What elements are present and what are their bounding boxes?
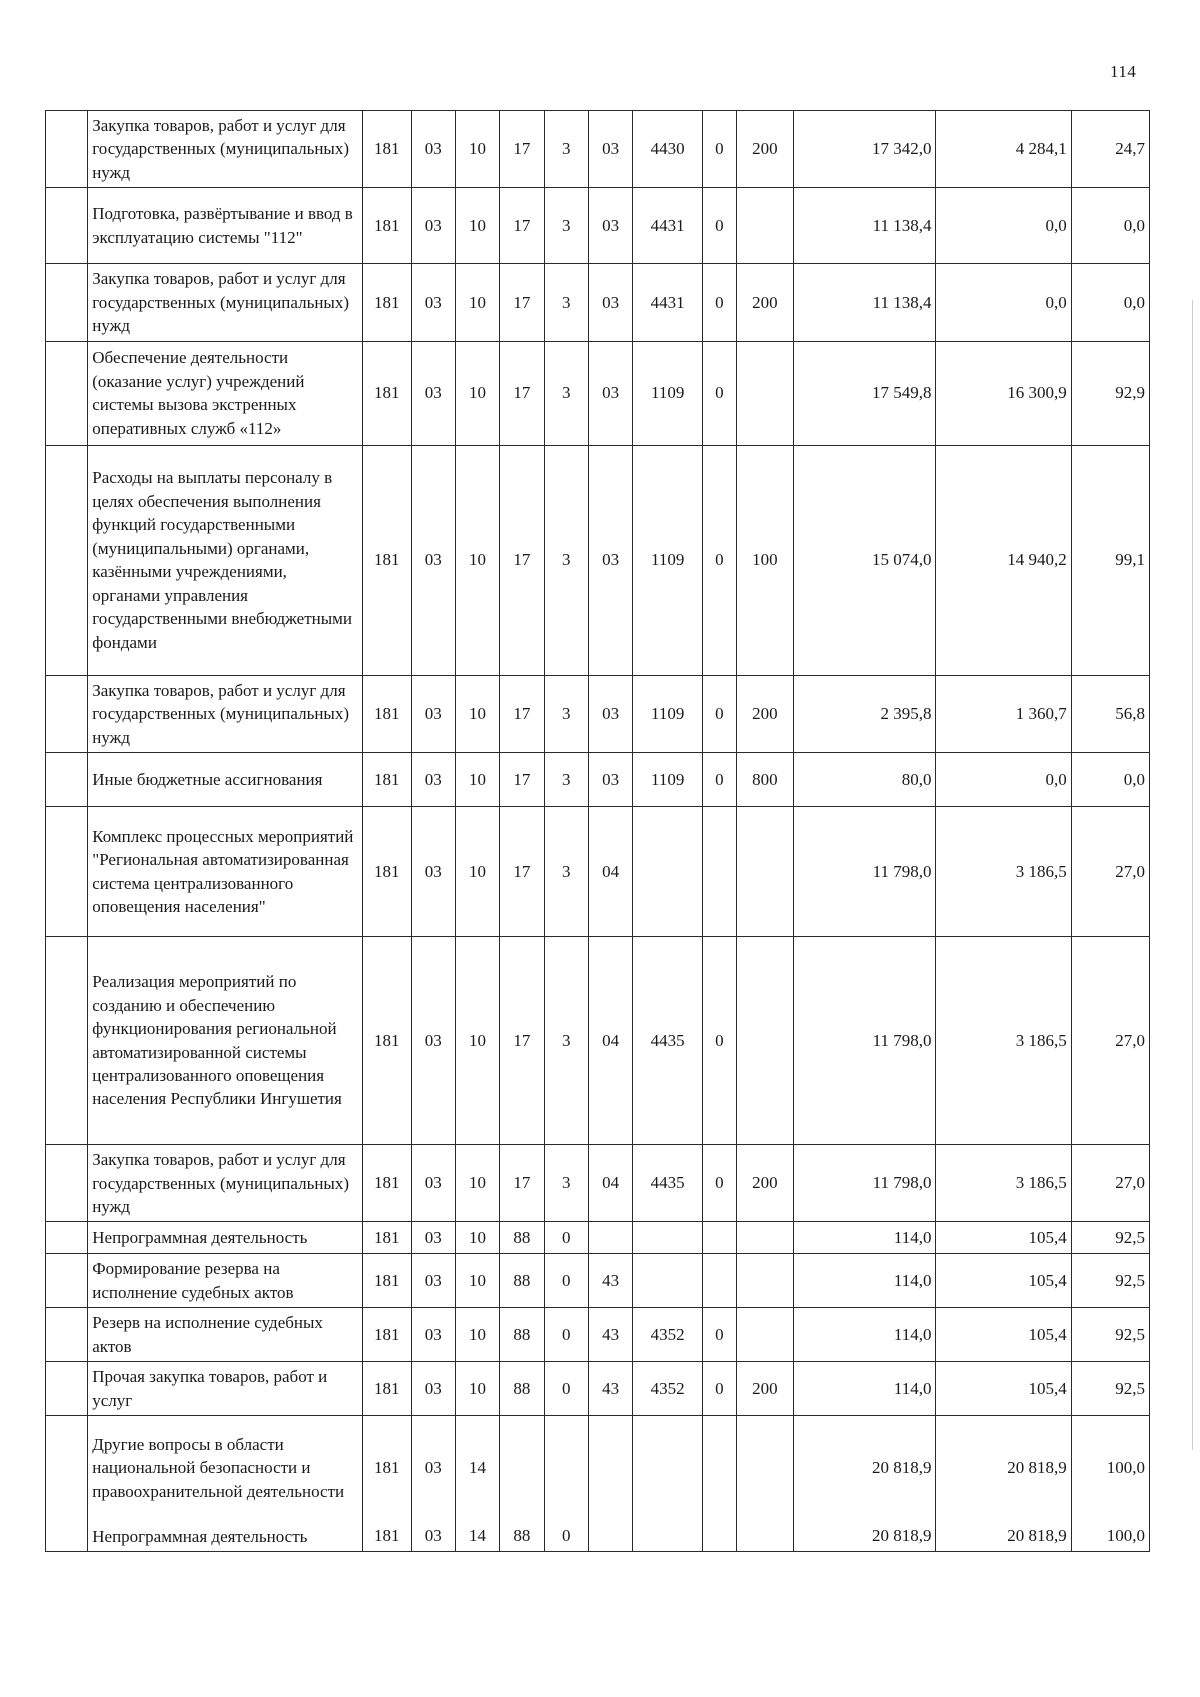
code-gov: 181 (362, 445, 411, 675)
row-index-cell (46, 675, 88, 752)
code-subsection: 10 (455, 937, 499, 1145)
actual-value: 105,4 (936, 1222, 1071, 1254)
plan-value: 2 395,8 (793, 675, 936, 752)
code-expense-type: 800 (736, 753, 793, 807)
code-event: 03 (588, 188, 632, 264)
code-subprogram: 3 (544, 753, 588, 807)
code-extra (703, 807, 737, 937)
code-expense-type (736, 1308, 793, 1362)
percent-value: 27,0 (1071, 937, 1149, 1145)
code-program: 88 (500, 1308, 544, 1362)
code-subsection: 10 (455, 1222, 499, 1254)
code-gov: 181 (362, 1520, 411, 1552)
percent-value: 0,0 (1071, 753, 1149, 807)
row-index-cell (46, 264, 88, 341)
plan-value: 114,0 (793, 1362, 936, 1416)
code-extra (703, 1222, 737, 1254)
plan-value: 15 074,0 (793, 445, 936, 675)
row-index-cell (46, 341, 88, 445)
code-subsection: 10 (455, 753, 499, 807)
code-subprogram: 3 (544, 675, 588, 752)
code-subprogram: 3 (544, 264, 588, 341)
code-gov: 181 (362, 111, 411, 188)
code-subsection: 10 (455, 807, 499, 937)
code-extra: 0 (703, 341, 737, 445)
plan-value: 20 818,9 (793, 1520, 936, 1552)
plan-value: 11 138,4 (793, 264, 936, 341)
code-section: 03 (411, 807, 455, 937)
code-expense-type: 200 (736, 111, 793, 188)
percent-value: 0,0 (1071, 188, 1149, 264)
code-extra: 0 (703, 1362, 737, 1416)
code-program: 17 (500, 1145, 544, 1222)
percent-value: 92,5 (1071, 1362, 1149, 1416)
code-subprogram: 3 (544, 807, 588, 937)
actual-value: 0,0 (936, 753, 1071, 807)
table-row (46, 1362, 1150, 1416)
code-extra (703, 1520, 737, 1552)
code-section: 03 (411, 1308, 455, 1362)
code-gov: 181 (362, 188, 411, 264)
percent-value: 92,5 (1071, 1308, 1149, 1362)
plan-value: 114,0 (793, 1308, 936, 1362)
code-section: 03 (411, 1222, 455, 1254)
budget-table (45, 110, 1150, 1552)
row-index-cell (46, 445, 88, 675)
code-event: 04 (588, 1145, 632, 1222)
row-name: Обеспечение деятельности (оказание услуг) учреждений системы вызова экстренных оперативных служб «112» (88, 341, 363, 445)
code-program: 17 (500, 264, 544, 341)
code-event: 03 (588, 111, 632, 188)
row-index-cell (46, 111, 88, 188)
code-direction (633, 1254, 703, 1308)
code-section: 03 (411, 753, 455, 807)
row-index-cell (46, 1362, 88, 1416)
code-program: 17 (500, 753, 544, 807)
code-section: 03 (411, 937, 455, 1145)
plan-value: 11 798,0 (793, 1145, 936, 1222)
code-gov: 181 (362, 675, 411, 752)
code-event (588, 1416, 632, 1520)
code-subprogram: 0 (544, 1520, 588, 1552)
code-gov: 181 (362, 341, 411, 445)
actual-value: 1 360,7 (936, 675, 1071, 752)
row-index-cell (46, 1520, 88, 1552)
code-gov: 181 (362, 1222, 411, 1254)
table-row (46, 1222, 1150, 1254)
plan-value: 17 342,0 (793, 111, 936, 188)
percent-value: 99,1 (1071, 445, 1149, 675)
percent-value: 0,0 (1071, 264, 1149, 341)
code-program (500, 1416, 544, 1520)
table-row (46, 1308, 1150, 1362)
table-row (46, 1145, 1150, 1222)
row-name: Закупка товаров, работ и услуг для государственных (муниципальных) нужд (88, 111, 363, 188)
actual-value: 3 186,5 (936, 937, 1071, 1145)
row-name: Другие вопросы в области национальной безопасности и правоохранительной деятельности (88, 1416, 363, 1520)
page-number: 114 (1110, 62, 1137, 81)
code-direction (633, 1520, 703, 1552)
actual-value: 3 186,5 (936, 807, 1071, 937)
row-name: Закупка товаров, работ и услуг для государственных (муниципальных) нужд (88, 264, 363, 341)
actual-value: 105,4 (936, 1254, 1071, 1308)
code-program: 88 (500, 1520, 544, 1552)
table-row (46, 111, 1150, 188)
code-direction (633, 807, 703, 937)
row-index-cell (46, 1416, 88, 1520)
actual-value: 20 818,9 (936, 1416, 1071, 1520)
row-name: Непрограммная деятельность (88, 1222, 363, 1254)
code-subprogram (544, 1416, 588, 1520)
code-expense-type (736, 1254, 793, 1308)
code-subsection: 14 (455, 1520, 499, 1552)
code-event: 43 (588, 1308, 632, 1362)
code-expense-type: 200 (736, 675, 793, 752)
code-subsection: 10 (455, 675, 499, 752)
code-gov: 181 (362, 1145, 411, 1222)
code-subprogram: 3 (544, 937, 588, 1145)
code-direction: 1109 (633, 445, 703, 675)
code-subsection: 10 (455, 1308, 499, 1362)
row-index-cell (46, 753, 88, 807)
code-event (588, 1520, 632, 1552)
code-section: 03 (411, 675, 455, 752)
table-row (46, 188, 1150, 264)
code-program: 17 (500, 341, 544, 445)
table-row (46, 937, 1150, 1145)
code-section: 03 (411, 264, 455, 341)
code-subprogram: 0 (544, 1254, 588, 1308)
row-name: Комплекс процессных мероприятий "Региональная автоматизированная система централизованного оповещения населения" (88, 807, 363, 937)
actual-value: 105,4 (936, 1362, 1071, 1416)
code-section: 03 (411, 1145, 455, 1222)
row-name: Реализация мероприятий по созданию и обеспечению функционирования региональной автоматизированной системы централизованного оповещения населения Республики Ингушетия (88, 937, 363, 1145)
row-name: Закупка товаров, работ и услуг для государственных (муниципальных) нужд (88, 1145, 363, 1222)
code-extra (703, 1416, 737, 1520)
code-subprogram: 3 (544, 445, 588, 675)
code-direction (633, 1416, 703, 1520)
code-subsection: 10 (455, 111, 499, 188)
percent-value: 27,0 (1071, 807, 1149, 937)
code-direction: 1109 (633, 753, 703, 807)
code-expense-type (736, 1416, 793, 1520)
code-program: 17 (500, 675, 544, 752)
plan-value: 11 798,0 (793, 807, 936, 937)
code-extra: 0 (703, 188, 737, 264)
row-name: Формирование резерва на исполнение судебных актов (88, 1254, 363, 1308)
percent-value: 24,7 (1071, 111, 1149, 188)
code-subsection: 10 (455, 188, 499, 264)
code-section: 03 (411, 1416, 455, 1520)
code-gov: 181 (362, 264, 411, 341)
plan-value: 114,0 (793, 1254, 936, 1308)
code-direction: 4435 (633, 937, 703, 1145)
code-section: 03 (411, 188, 455, 264)
row-name: Непрограммная деятельность (88, 1520, 363, 1552)
code-expense-type (736, 807, 793, 937)
row-name: Иные бюджетные ассигнования (88, 753, 363, 807)
code-section: 03 (411, 1362, 455, 1416)
actual-value: 3 186,5 (936, 1145, 1071, 1222)
code-subprogram: 3 (544, 1145, 588, 1222)
code-expense-type: 100 (736, 445, 793, 675)
code-program: 17 (500, 937, 544, 1145)
row-name: Резерв на исполнение судебных актов (88, 1308, 363, 1362)
code-direction: 4431 (633, 264, 703, 341)
code-event: 04 (588, 937, 632, 1145)
code-gov: 181 (362, 1308, 411, 1362)
actual-value: 105,4 (936, 1308, 1071, 1362)
code-gov: 181 (362, 1416, 411, 1520)
code-section: 03 (411, 111, 455, 188)
code-expense-type: 200 (736, 1362, 793, 1416)
code-program: 17 (500, 111, 544, 188)
code-event: 03 (588, 445, 632, 675)
plan-value: 11 798,0 (793, 937, 936, 1145)
row-index-cell (46, 1145, 88, 1222)
code-extra: 0 (703, 111, 737, 188)
code-direction: 4352 (633, 1362, 703, 1416)
code-subprogram: 3 (544, 188, 588, 264)
code-subprogram: 0 (544, 1222, 588, 1254)
code-direction: 1109 (633, 675, 703, 752)
table-row (46, 807, 1150, 937)
budget-table-body (46, 111, 1150, 1552)
percent-value: 92,5 (1071, 1222, 1149, 1254)
row-index-cell (46, 1254, 88, 1308)
row-index-cell (46, 1308, 88, 1362)
plan-value: 80,0 (793, 753, 936, 807)
code-extra: 0 (703, 753, 737, 807)
table-row (46, 1416, 1150, 1520)
code-subsection: 10 (455, 341, 499, 445)
code-section: 03 (411, 445, 455, 675)
code-expense-type (736, 937, 793, 1145)
code-direction: 4430 (633, 111, 703, 188)
percent-value: 100,0 (1071, 1520, 1149, 1552)
code-event: 04 (588, 807, 632, 937)
code-event (588, 1222, 632, 1254)
code-extra: 0 (703, 675, 737, 752)
code-subprogram: 0 (544, 1308, 588, 1362)
code-program: 88 (500, 1362, 544, 1416)
percent-value: 27,0 (1071, 1145, 1149, 1222)
row-name: Закупка товаров, работ и услуг для государственных (муниципальных) нужд (88, 675, 363, 752)
code-subsection: 10 (455, 264, 499, 341)
code-gov: 181 (362, 937, 411, 1145)
code-program: 17 (500, 807, 544, 937)
code-direction: 4352 (633, 1308, 703, 1362)
code-subsection: 10 (455, 1254, 499, 1308)
table-row (46, 675, 1150, 752)
code-program: 88 (500, 1254, 544, 1308)
row-index-cell (46, 188, 88, 264)
code-direction: 4435 (633, 1145, 703, 1222)
row-name: Расходы на выплаты персоналу в целях обеспечения выполнения функций государственными (муниципальными) органами, казёнными учреждениями, органами управления государственными внебюджетными фондами (88, 445, 363, 675)
percent-value: 92,9 (1071, 341, 1149, 445)
actual-value: 0,0 (936, 188, 1071, 264)
plan-value: 20 818,9 (793, 1416, 936, 1520)
row-index-cell (46, 937, 88, 1145)
row-name: Прочая закупка товаров, работ и услуг (88, 1362, 363, 1416)
code-expense-type: 200 (736, 1145, 793, 1222)
plan-value: 17 549,8 (793, 341, 936, 445)
code-extra: 0 (703, 937, 737, 1145)
code-section: 03 (411, 1254, 455, 1308)
code-event: 03 (588, 675, 632, 752)
actual-value: 0,0 (936, 264, 1071, 341)
code-expense-type (736, 341, 793, 445)
code-event: 43 (588, 1362, 632, 1416)
code-subprogram: 3 (544, 341, 588, 445)
code-subprogram: 3 (544, 111, 588, 188)
plan-value: 114,0 (793, 1222, 936, 1254)
table-row (46, 445, 1150, 675)
actual-value: 4 284,1 (936, 111, 1071, 188)
row-name: Подготовка, развёртывание и ввод в эксплуатацию системы "112" (88, 188, 363, 264)
code-subprogram: 0 (544, 1362, 588, 1416)
code-extra: 0 (703, 264, 737, 341)
percent-value: 100,0 (1071, 1416, 1149, 1520)
table-row (46, 341, 1150, 445)
code-extra: 0 (703, 445, 737, 675)
code-expense-type (736, 1222, 793, 1254)
code-expense-type: 200 (736, 264, 793, 341)
code-direction (633, 1222, 703, 1254)
percent-value: 56,8 (1071, 675, 1149, 752)
table-row (46, 753, 1150, 807)
code-expense-type (736, 188, 793, 264)
row-index-cell (46, 807, 88, 937)
code-program: 88 (500, 1222, 544, 1254)
code-subsection: 10 (455, 1145, 499, 1222)
actual-value: 16 300,9 (936, 341, 1071, 445)
code-event: 43 (588, 1254, 632, 1308)
code-direction: 4431 (633, 188, 703, 264)
code-subsection: 14 (455, 1416, 499, 1520)
code-extra: 0 (703, 1308, 737, 1362)
code-event: 03 (588, 264, 632, 341)
row-index-cell (46, 1222, 88, 1254)
actual-value: 20 818,9 (936, 1520, 1071, 1552)
code-gov: 181 (362, 1254, 411, 1308)
table-row (46, 1254, 1150, 1308)
actual-value: 14 940,2 (936, 445, 1071, 675)
code-gov: 181 (362, 807, 411, 937)
plan-value: 11 138,4 (793, 188, 936, 264)
code-program: 17 (500, 445, 544, 675)
code-section: 03 (411, 341, 455, 445)
code-subsection: 10 (455, 1362, 499, 1416)
table-row (46, 1520, 1150, 1552)
code-event: 03 (588, 753, 632, 807)
code-extra (703, 1254, 737, 1308)
code-gov: 181 (362, 753, 411, 807)
code-section: 03 (411, 1520, 455, 1552)
code-extra: 0 (703, 1145, 737, 1222)
code-gov: 181 (362, 1362, 411, 1416)
code-expense-type (736, 1520, 793, 1552)
code-program: 17 (500, 188, 544, 264)
table-row (46, 264, 1150, 341)
percent-value: 92,5 (1071, 1254, 1149, 1308)
code-subsection: 10 (455, 445, 499, 675)
code-event: 03 (588, 341, 632, 445)
scan-edge-line (1192, 300, 1193, 1450)
code-direction: 1109 (633, 341, 703, 445)
